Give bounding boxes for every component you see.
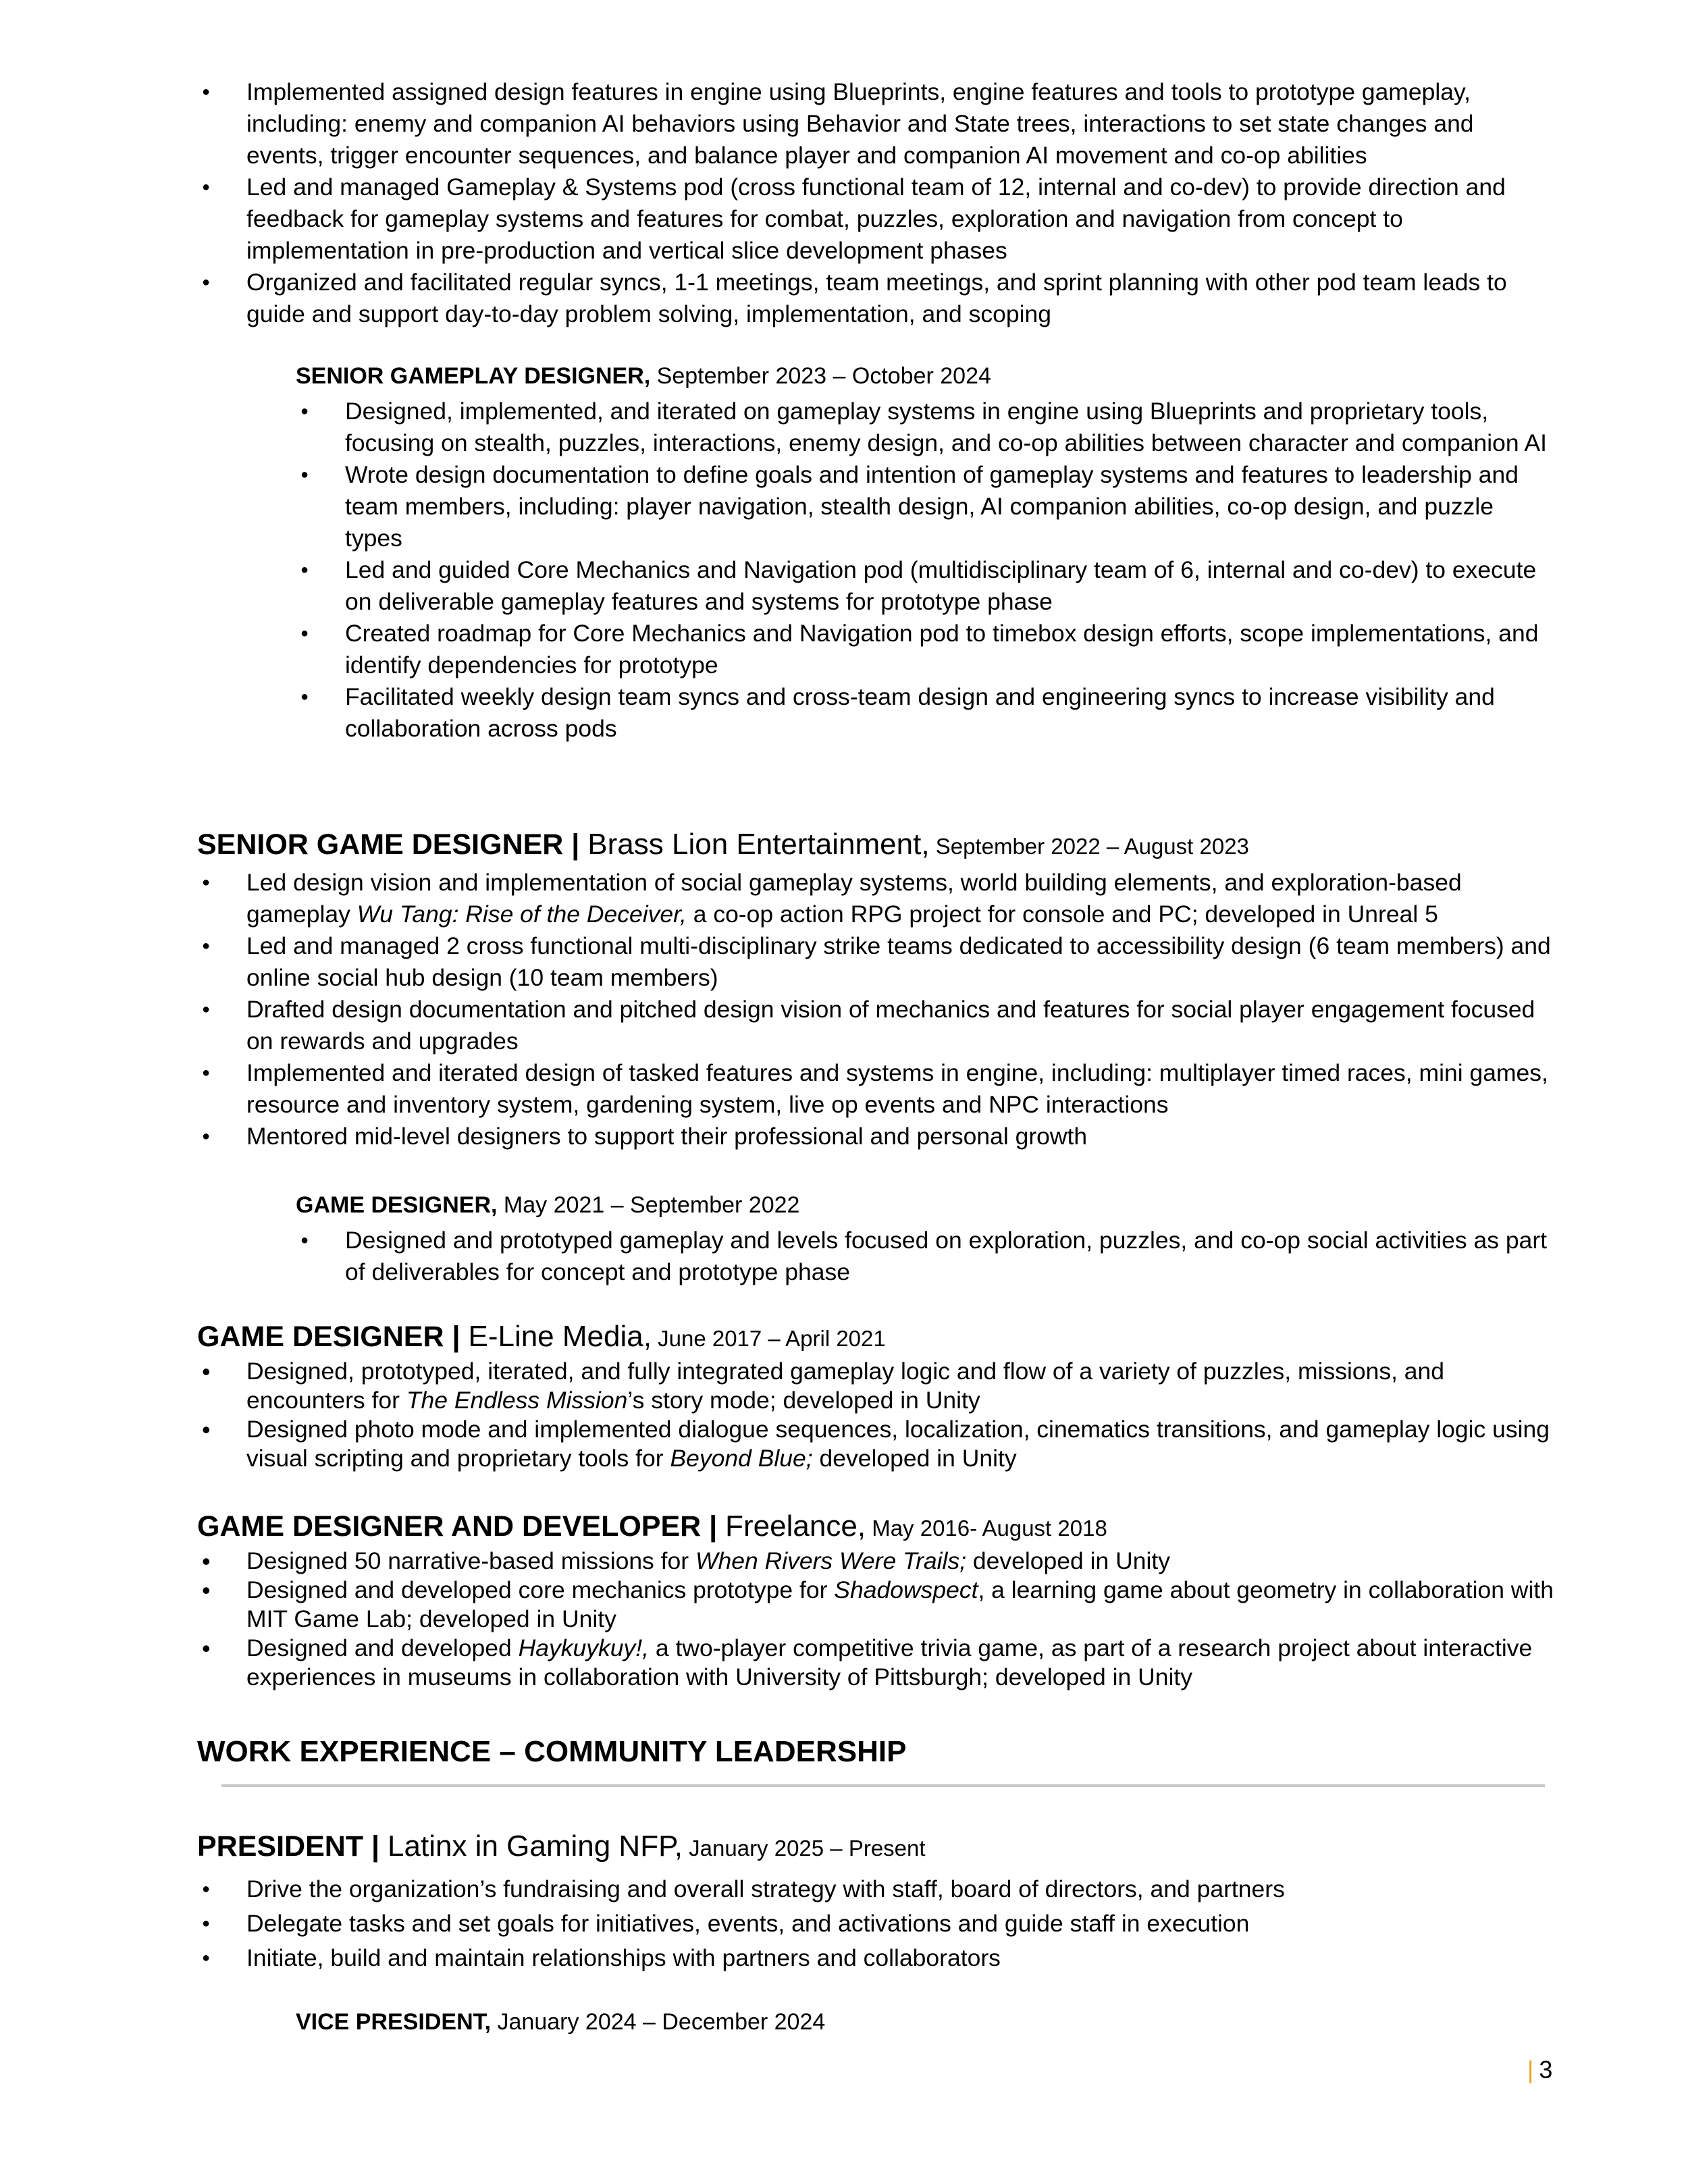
list-item: ● Designed, implemented, and iterated on gameplay systems in engine using Blueprints and proprietary tools, focusing on stealth, puzzles, interactions, enemy design, and co-op abilities between character and companion AI [345, 396, 1547, 459]
job-dates: September 2022 – August 2023 [929, 834, 1249, 859]
role-title: SENIOR GAMEPLAY DESIGNER, [296, 363, 651, 389]
eline-bullets [246, 1357, 1556, 1473]
brass-lion-bullets [246, 867, 1556, 1152]
list-item: ● Organized and facilitated regular syncs, 1-1 meetings, team meetings, and sprint planning with other pod team leads to guide and support day-to-day problem solving, implementation, and scoping [246, 267, 1556, 330]
game-title: Wu Tang: Rise of the Deceiver, [357, 901, 687, 928]
job-title: GAME DESIGNER AND DEVELOPER | [197, 1510, 726, 1543]
role-heading-senior-gameplay [296, 363, 991, 390]
list-item: ● Drive the organization’s fundraising and overall strategy with staff, board of directors, and partners [246, 1872, 1556, 1907]
job-heading-president [197, 1830, 926, 1863]
job-heading-freelance [197, 1510, 1107, 1543]
section-title: WORK EXPERIENCE – COMMUNITY LEADERSHIP [197, 1735, 907, 1768]
company-name: E-Line Media, [468, 1320, 652, 1353]
game-title: The Endless Mission [406, 1387, 628, 1414]
role-title: GAME DESIGNER, [296, 1192, 498, 1218]
list-item: ● Led design vision and implementation of social gameplay systems, world building elements, and exploration-based gameplay Wu Tang: Rise of the Deceiver, a co-op action RPG project for console and PC; developed in Unreal 5 [246, 867, 1556, 930]
job-dates: January 2025 – Present [682, 1836, 926, 1861]
list-item: ● Designed and prototyped gameplay and levels focused on exploration, puzzles, and co-op social activities as part of deliverables for concept and prototype phase [345, 1225, 1547, 1288]
game-title: When Rivers Were Trails; [695, 1547, 967, 1574]
list-item: ● Facilitated weekly design team syncs and cross-team design and engineering syncs to increase visibility and collaboration across pods [345, 681, 1547, 745]
list-item: • Designed photo mode and implemented dialogue sequences, localization, cinematics transitions, and gameplay logic using visual scripting and proprietary tools for Beyond Blue; developed in Unity [246, 1415, 1556, 1473]
page-number [1527, 2056, 1552, 2084]
page-number-divider: | [1527, 2056, 1534, 2083]
freelance-bullets [246, 1547, 1556, 1692]
job-title: PRESIDENT | [197, 1830, 388, 1863]
list-item: • Designed, prototyped, iterated, and fully integrated gameplay logic and flow of a variety of puzzles, missions, and encounters for The Endless Mission’s story mode; developed in Unity [246, 1357, 1556, 1415]
role-dates: May 2021 – September 2022 [497, 1192, 800, 1218]
list-item: ● Mentored mid-level designers to support their professional and personal growth [246, 1121, 1556, 1152]
page-number-value: 3 [1539, 2056, 1553, 2083]
company-name: Brass Lion Entertainment, [587, 828, 930, 861]
list-item: ● Created roadmap for Core Mechanics and Navigation pod to timebox design efforts, scope implementations, and identify dependencies for prototype [345, 618, 1547, 681]
game-title: Haykuykuy!, [518, 1634, 649, 1661]
company-name: Freelance, [725, 1510, 866, 1543]
list-item: • Designed and developed core mechanics prototype for Shadowspect, a learning game about geometry in collaboration with MIT Game Lab; developed in Unity [246, 1576, 1556, 1634]
intro-bullet-list [246, 76, 1556, 330]
senior-gameplay-bullets [345, 396, 1547, 745]
job-title: GAME DESIGNER | [197, 1321, 469, 1353]
role-title: VICE PRESIDENT, [296, 2009, 492, 2035]
list-item: ● Led and guided Core Mechanics and Navigation pod (multidisciplinary team of 6, internal and co-dev) to execute on deliverable gameplay features and systems for prototype phase [345, 554, 1547, 618]
company-name: Latinx in Gaming NFP, [388, 1830, 683, 1863]
job-dates: June 2017 – April 2021 [651, 1326, 886, 1351]
role-heading-game-designer [296, 1192, 799, 1219]
president-bullets [246, 1872, 1556, 1975]
list-item: • Designed 50 narrative-based missions for When Rivers Were Trails; developed in Unity [246, 1547, 1556, 1576]
list-item: ● Delegate tasks and set goals for initiatives, events, and activations and guide staff in execution [246, 1907, 1556, 1941]
game-title: Beyond Blue; [670, 1445, 813, 1472]
game-designer-bullets [345, 1225, 1547, 1288]
job-heading-brass-lion [197, 828, 1249, 861]
job-dates: May 2016- August 2018 [866, 1516, 1107, 1541]
game-title: Shadowspect [834, 1576, 978, 1603]
list-item: ● Wrote design documentation to define goals and intention of gameplay systems and features to leadership and team members, including: player navigation, stealth design, AI companion abilities, co-op design, and puzzle types [345, 459, 1547, 554]
job-title: SENIOR GAME DESIGNER | [197, 828, 588, 861]
list-item: • Designed and developed Haykuykuy!, a two-player competitive trivia game, as part of a research project about interactive experiences in museums in collaboration with University of Pittsburgh; developed in Unity [246, 1634, 1556, 1692]
list-item: ● Led and managed 2 cross functional multi-disciplinary strike teams dedicated to accessibility design (6 team members) and online social hub design (10 team members) [246, 930, 1556, 994]
list-item: ● Implemented and iterated design of tasked features and systems in engine, including: multiplayer timed races, mini games, resource and inventory system, gardening system, live op events and NPC interactions [246, 1057, 1556, 1121]
list-item: ● Implemented assigned design features in engine using Blueprints, engine features and tools to prototype gameplay, including: enemy and companion AI behaviors using Behavior and State trees, interactions to set state changes and events, trigger encounter sequences, and balance player and companion AI movement and co-op abilities [246, 76, 1556, 171]
job-heading-eline [197, 1320, 886, 1354]
list-item: ● Led and managed Gameplay & Systems pod (cross functional team of 12, internal and co-dev) to provide direction and feedback for gameplay systems and features for combat, puzzles, exploration and navigation from concept to implementation in pre-production and vertical slice development phases [246, 171, 1556, 267]
list-item: ● Initiate, build and maintain relationships with partners and collaborators [246, 1941, 1556, 1975]
role-dates: September 2023 – October 2024 [650, 363, 991, 389]
section-divider [221, 1784, 1545, 1787]
role-heading-vice-president [296, 2009, 825, 2035]
role-dates: January 2024 – December 2024 [491, 2009, 826, 2035]
list-item: ● Drafted design documentation and pitched design vision of mechanics and features for social player engagement focused on rewards and upgrades [246, 994, 1556, 1057]
